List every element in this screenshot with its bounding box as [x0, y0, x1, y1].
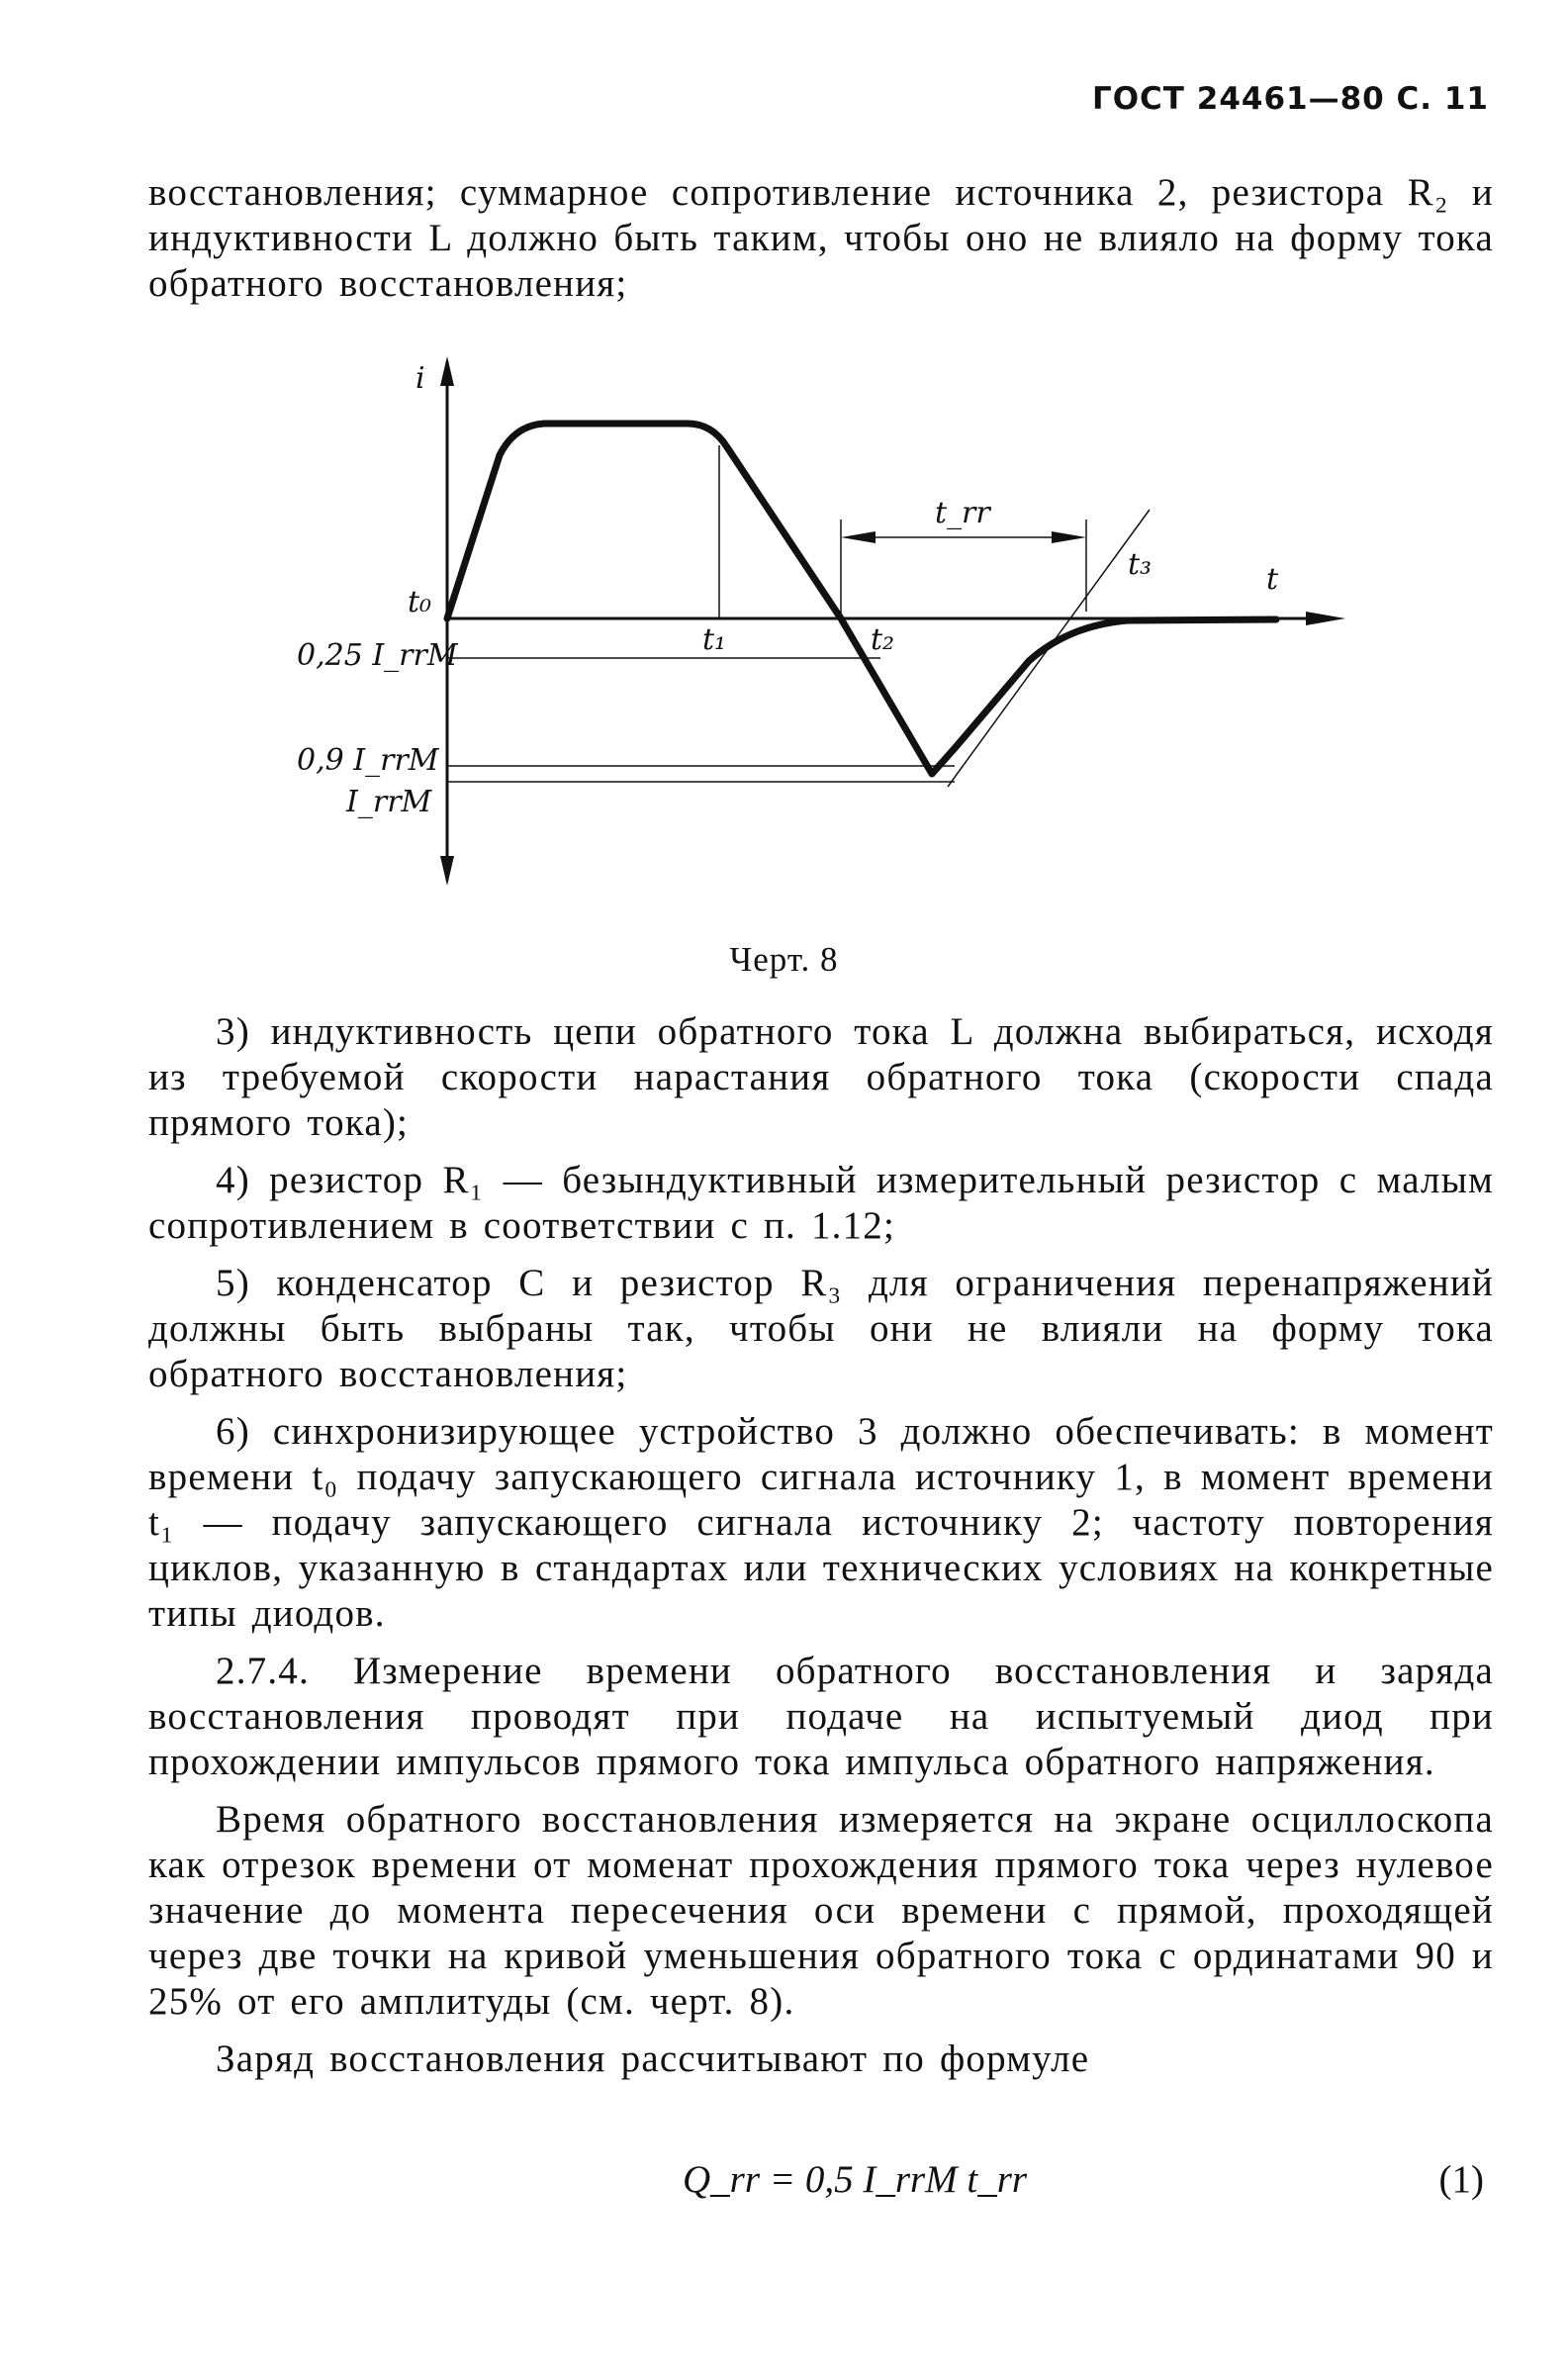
trr-arrow-left: [841, 531, 876, 543]
trr-label: t_rr: [935, 496, 990, 530]
current-waveform-figure: [277, 346, 1405, 901]
y-axis-label: i: [415, 361, 425, 396]
t1-label: t₁: [702, 622, 727, 657]
x-axis-label: t: [1266, 562, 1279, 597]
paragraph-recovery-time: Время обратного восстановления измеряется на экране осциллоскопа как отрезок времени от моменат прохождения прямого тока через нулевое значение до момента пересечения оси времени с прямой, проходящей через две точки на кривой уменьшения обратного тока с ординатами 90 и 25% от его амплитуды (см. черт. 8).: [148, 1798, 1494, 2023]
list-block: [148, 1009, 1494, 2082]
list-item-5: 5) конденсатор C и резистор R₃ для ограничения перенапряжений должны быть выбраны так, чтобы они не влияли на форму тока обратного восстановления;: [148, 1262, 1494, 1395]
list-item-6: 6) синхронизирующее устройство 3 должно обеспечивать: в момент времени t₀ подачу запускающего сигнала источнику 1, в момент времени t₁ — подачу запускающего сигнала источнику 2; частоту повторения циклов, указанную в стандартах или технических условиях на конкретные типы диодов.: [148, 1410, 1494, 1635]
current-waveform: [447, 424, 1276, 774]
figure-caption: Черт. 8: [729, 940, 839, 979]
trr-arrow-right: [1052, 531, 1086, 543]
list-item-4: 4) резистор R₁ — безындуктивный измерительный резистор с малым сопротивлением в соответствии с п. 1.12;: [148, 1159, 1494, 1247]
paragraph-2-7-4: 2.7.4. Измерение времени обратного восстановления и заряда восстановления проводят при подаче на испытуемый диод при прохождении импульсов прямого тока импульса обратного напряжения.: [148, 1650, 1494, 1783]
level-irrm-label: I_rrM: [346, 785, 432, 819]
level-09-label: 0,9 I_rrM: [297, 743, 439, 778]
t2-label: t₂: [871, 622, 895, 657]
formula-expression: Q_rr = 0,5 I_rrM t_rr: [683, 2158, 1028, 2201]
y-axis-arrow-bottom: [440, 856, 454, 886]
intro-paragraph: [148, 170, 1494, 307]
list-item-3: 3) индуктивность цепи обратного тока L должна выбираться, исходя из требуемой скорости нарастания обратного тока (скорости спада прямого тока);: [148, 1010, 1494, 1144]
intro-text: восстановления; суммарное сопротивление источника 2, резистора R₂ и индуктивности L должно быть таким, чтобы оно не влияло на форму тока обратного восстановления;: [148, 171, 1494, 305]
y-axis-arrow-top: [440, 356, 454, 386]
page-header: ГОСТ 24461—80 С. 11: [1091, 81, 1489, 117]
formula-number: (1): [1438, 2158, 1484, 2201]
t3-label: t₃: [1128, 547, 1153, 582]
t0-label: t₀: [408, 585, 432, 619]
level-025-label: 0,25 I_rrM: [297, 638, 458, 673]
paragraph-charge: Заряд восстановления рассчитывают по формуле: [216, 2038, 1090, 2080]
x-axis-arrow: [1306, 612, 1345, 625]
